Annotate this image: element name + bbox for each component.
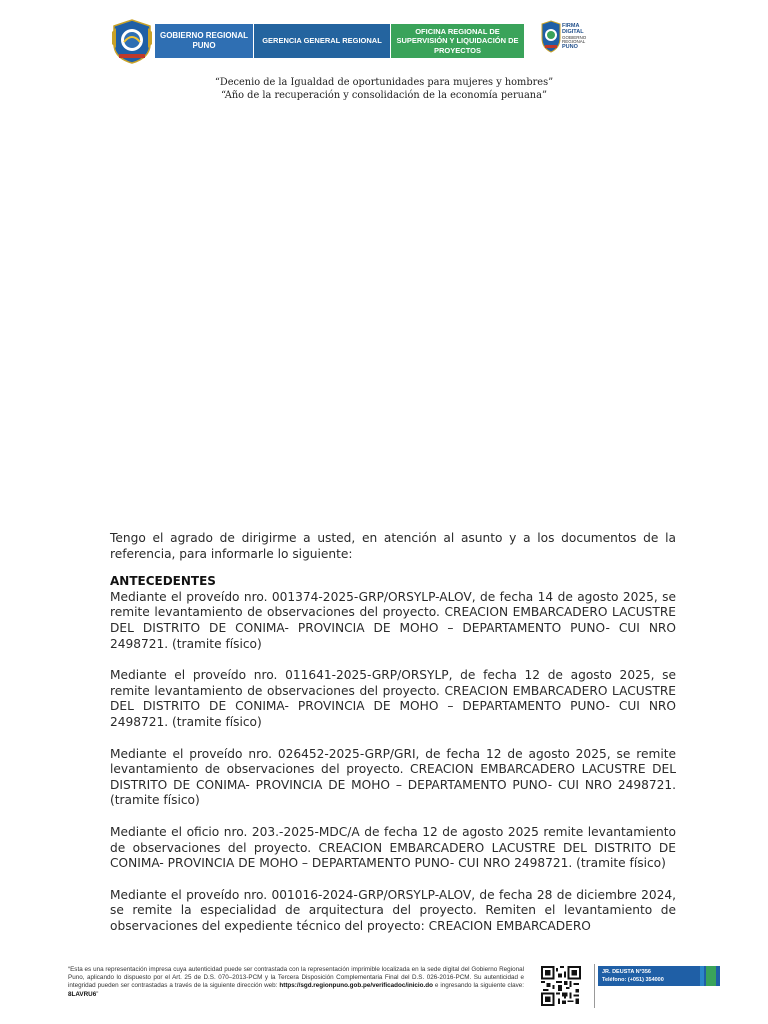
intro-paragraph: Tengo el agrado de dirigirme a usted, en atención al asunto y a los documentos de la referencia, para informarle lo siguiente: bbox=[110, 531, 676, 561]
firma-digital-label bbox=[562, 24, 604, 51]
antecedente-paragraph: Mediante el proveído nro. 001016-2024-GRP/ORSYLP-ALOV, de fecha 28 de diciembre 2024, se remite la especialidad de arquitectura del proyecto. Remiten el levantamiento de observaciones del expediente técnico del proyecto: CREACION EMBARCADERO bbox=[110, 887, 676, 933]
footer-notice-mid: e ingresando la siguiente clave: bbox=[432, 982, 525, 990]
contact-address: JR. DEUSTA N°356 bbox=[602, 969, 651, 975]
antecedente-paragraph: Mediante el oficio nro. 203.-2025-MDC/A de fecha 12 de agosto 2025 remite levantamiento de observaciones del proyecto. CREACION EMBARCADERO LACUSTRE DEL DISTRITO DE CONIMA- PROVINCIA DE MOHO – DEPARTAMENTO PUNO- CUI NRO 2498721. (tramite físico) bbox=[110, 824, 676, 871]
header-gerencia-general: GERENCIA GENERAL REGIONAL bbox=[254, 24, 390, 58]
firma-line-2: DIGITAL bbox=[562, 28, 584, 35]
verification-key: 8LAVRU6 bbox=[68, 990, 97, 998]
regional-shield-logo-icon bbox=[110, 18, 154, 64]
header-gobierno-regional: GOBIERNO REGIONAL PUNO bbox=[155, 24, 253, 58]
contact-phone: Teléfono: (+051) 354000 bbox=[602, 977, 664, 983]
decenio-line-1: “Decenio de la Igualdad de oportunidades para mujeres y hombres” bbox=[214, 77, 554, 88]
antecedente-paragraph: Mediante el proveído nro. 001374-2025-GRP/ORSYLP-ALOV, de fecha 14 de agosto 2025, se remite levantamiento de observaciones del proyecto. CREACION EMBARCADERO LACUSTRE DEL DISTRITO DE CONIMA- PROVINCIA DE MOHO – DEPARTAMENTO PUNO- CUI NRO 2498721. (tramite físico) bbox=[110, 589, 676, 651]
contact-info-box bbox=[598, 966, 720, 986]
footer-notice-text: “Esta es una representación impresa cuya autenticidad puede ser contrastada con la representación imprimible localizada en la sede digital del Gobierno Regional Puno, aplicando lo dispuesto por el Art. 25 de D.S. 070–2013-PCM y la Tercera Disposición Complementaria Final del D.S. 026-2016-PCM. Su autenticidad e integridad pueden ser contrastadas a través de la siguiente dirección web: bbox=[68, 966, 524, 990]
verification-url-link[interactable]: https://sgd.regionpuno.gob.pe/verificadoc/inicio.do bbox=[279, 982, 433, 990]
qr-code-icon bbox=[541, 966, 581, 1006]
footer-notice-end: ” bbox=[96, 990, 99, 998]
firma-digital-logo bbox=[540, 18, 604, 58]
footer-verification-notice bbox=[68, 966, 524, 999]
antecedente-paragraph: Mediante el proveído nro. 026452-2025-GRP/GRI, de fecha 12 de agosto 2025, se remite levantamiento de observaciones del proyecto. CREACION EMBARCADERO LACUSTRE DEL DISTRITO DE CONIMA- PROVINCIA DE MOHO – DEPARTAMENTO PUNO- CUI NRO 2498721. (tramite físico) bbox=[110, 746, 676, 808]
decenio-line-2: “Año de la recuperación y consolidación de la economía peruana” bbox=[221, 90, 547, 101]
footer-divider bbox=[594, 964, 595, 1008]
firma-line-1: FIRMA bbox=[562, 23, 580, 29]
firma-line-4: PUNO bbox=[562, 43, 578, 50]
antecedente-paragraph: Mediante el proveído nro. 011641-2025-GRP/ORSYLP, de fecha 12 de agosto 2025, se remite levantamiento de observaciones del proyecto. CREACION EMBARCADERO LACUSTRE DEL DISTRITO DE CONIMA- PROVINCIA DE MOHO – DEPARTAMENTO PUNO- CUI NRO 2498721. (tramite físico) bbox=[110, 668, 676, 729]
decenio-banner bbox=[0, 76, 768, 102]
firma-line-3: GOBIERNO REGIONAL bbox=[562, 34, 587, 45]
section-heading-antecedentes: ANTECEDENTES bbox=[110, 574, 216, 589]
header-oficina-regional: OFICINA REGIONAL DE SUPERVISIÓN Y LIQUIDACIÓN DE PROYECTOS bbox=[391, 24, 524, 58]
firma-digital-shield-icon bbox=[540, 20, 562, 54]
letter-body bbox=[110, 531, 676, 934]
letterhead bbox=[110, 18, 610, 64]
